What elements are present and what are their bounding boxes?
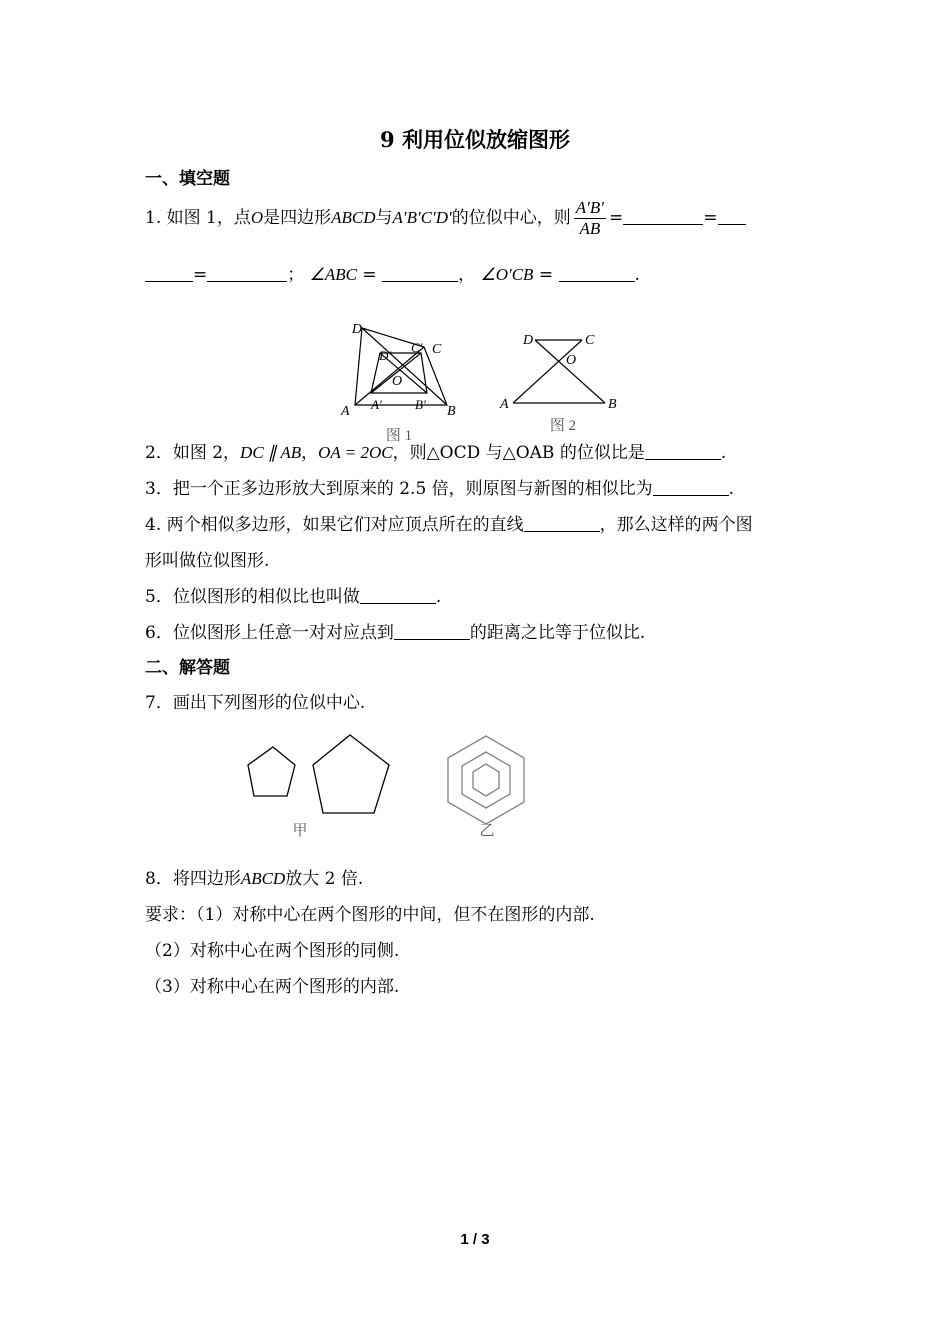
fig1-label-d: D <box>351 322 362 337</box>
q6-end: 的距离之比等于位似比. <box>469 623 646 643</box>
fig1-caption: 图 1 <box>385 428 413 444</box>
fig1-label-c: C <box>432 342 442 357</box>
q1-point-o: O <box>250 208 264 227</box>
fig2-line-ca <box>513 340 582 403</box>
figure-3 <box>235 725 545 845</box>
q2-blank[interactable] <box>645 443 721 460</box>
figure-1 <box>335 315 465 445</box>
q1-mid3: 的位似中心，则 <box>451 208 571 228</box>
fig2-caption: 图 2 <box>549 418 577 434</box>
small-pentagon <box>248 747 295 796</box>
fig2-label-c: C <box>585 333 595 348</box>
q8-requirement-1: 要求：（1）对称中心在两个图形的中间，但不在图形的内部. <box>145 905 595 925</box>
q2-prefix: 2．如图 2， <box>145 443 241 463</box>
question-2 <box>145 438 726 463</box>
section-answer-heading: 二、解答题 <box>145 658 230 678</box>
question-3 <box>145 474 734 499</box>
q2-comma: ， <box>301 443 319 463</box>
q8-suffix: 放大 2 倍. <box>285 869 364 889</box>
q1-blank-1[interactable] <box>623 208 703 225</box>
q5-text: 5．位似图形的相似比也叫做 <box>145 587 360 607</box>
q2-cond1: DC ∥ AB <box>240 443 302 462</box>
fig1-label-bp: B′ <box>415 397 426 412</box>
q3-text: 3．把一个正多边形放大到原来的 2.5 倍，则原图与新图的相似比为 <box>145 479 653 499</box>
page-title: 9 利用位似放缩图形 <box>380 127 570 152</box>
q8-requirement-2: （2）对称中心在两个图形的同侧. <box>145 941 400 961</box>
q8-prefix: 8．将四边形 <box>145 869 241 889</box>
q1-eq1: = <box>609 208 624 228</box>
q1-eq5: = <box>538 265 554 285</box>
q1-blank-3[interactable] <box>207 265 287 282</box>
q1-mid2: 与 <box>375 208 393 228</box>
q4-end: ，那么这样的两个图 <box>599 515 753 535</box>
q1-eq2: = <box>703 208 718 228</box>
question-8 <box>145 864 363 889</box>
q2-mid: ，则△OCD 与△OAB 的位似比是 <box>392 443 645 463</box>
question-1-line-2 <box>145 260 640 285</box>
q6-text: 6．位似图形上任意一对对应点到 <box>145 623 394 643</box>
q1-blank-2a[interactable] <box>718 208 746 225</box>
q1-blank-5[interactable] <box>559 265 635 282</box>
label-yi: 乙 <box>479 823 495 839</box>
question-4-line-2: 形叫做位似图形. <box>145 551 270 571</box>
fig2-label-o: O <box>566 353 577 368</box>
q4-text: 4. 两个相似多边形，如果它们对应顶点所在的直线 <box>145 515 524 535</box>
fig1-label-ap: A′ <box>371 397 382 412</box>
q1-blank-2b[interactable] <box>145 265 193 282</box>
label-jia: 甲 <box>292 823 308 839</box>
q3-blank[interactable] <box>653 479 729 496</box>
q5-end: . <box>435 587 442 607</box>
outer-hexagon <box>448 736 524 824</box>
q1-eq3: = <box>193 265 208 285</box>
q1-prefix: 1. 如图 1，点 <box>145 208 251 228</box>
inner-hexagon <box>473 764 499 796</box>
q1-angle-ocb: ∠O′CB <box>480 265 534 284</box>
q2-end: . <box>720 443 727 463</box>
fig1-label-cp: C′ <box>411 340 423 355</box>
q5-blank[interactable] <box>360 587 436 604</box>
q1-quad-abcd: ABCD <box>331 208 376 227</box>
fig1-label-o: O <box>392 374 403 389</box>
page-number: 1 / 3 <box>460 1231 490 1248</box>
q1-frac-numerator: A′B′ <box>575 198 604 217</box>
q4-blank[interactable] <box>524 515 600 532</box>
q1-mid1: 是四边形 <box>263 208 332 228</box>
fig1-label-dp: D′ <box>379 348 392 363</box>
question-6 <box>145 618 645 643</box>
q1-blank-4[interactable] <box>382 265 458 282</box>
question-5 <box>145 582 441 607</box>
q8-requirement-3: （3）对称中心在两个图形的内部. <box>145 977 400 997</box>
question-7: 7．画出下列图形的位似中心. <box>145 693 366 713</box>
fig2-label-b: B <box>608 397 617 412</box>
q1-quad-prime: A′B′C′D′ <box>392 208 452 227</box>
q1-fraction <box>574 198 606 239</box>
q2-cond2: OA = 2OC <box>318 443 393 462</box>
q6-blank[interactable] <box>394 623 470 640</box>
fig1-label-a: A <box>341 404 350 419</box>
fig2-line-db <box>535 340 605 403</box>
q1-frac-denominator: AB <box>579 219 601 238</box>
q1-end: . <box>634 265 640 285</box>
figure-2 <box>495 325 630 440</box>
fig1-label-b: B <box>447 404 456 419</box>
q8-quad-abcd: ABCD <box>240 869 286 888</box>
q3-end: . <box>728 479 735 499</box>
q1-sep2: ， <box>458 265 476 285</box>
fig2-label-a: A <box>500 397 509 412</box>
q1-sep1: ； <box>287 265 305 285</box>
section-fill-in-heading: 一、填空题 <box>145 169 230 189</box>
q1-eq4: = <box>362 265 377 285</box>
question-1 <box>145 198 746 239</box>
fig2-label-d: D <box>523 333 534 348</box>
middle-hexagon <box>462 752 510 808</box>
question-4 <box>145 510 753 535</box>
q1-angle-abc: ∠ABC <box>309 265 358 284</box>
large-pentagon <box>313 735 389 813</box>
